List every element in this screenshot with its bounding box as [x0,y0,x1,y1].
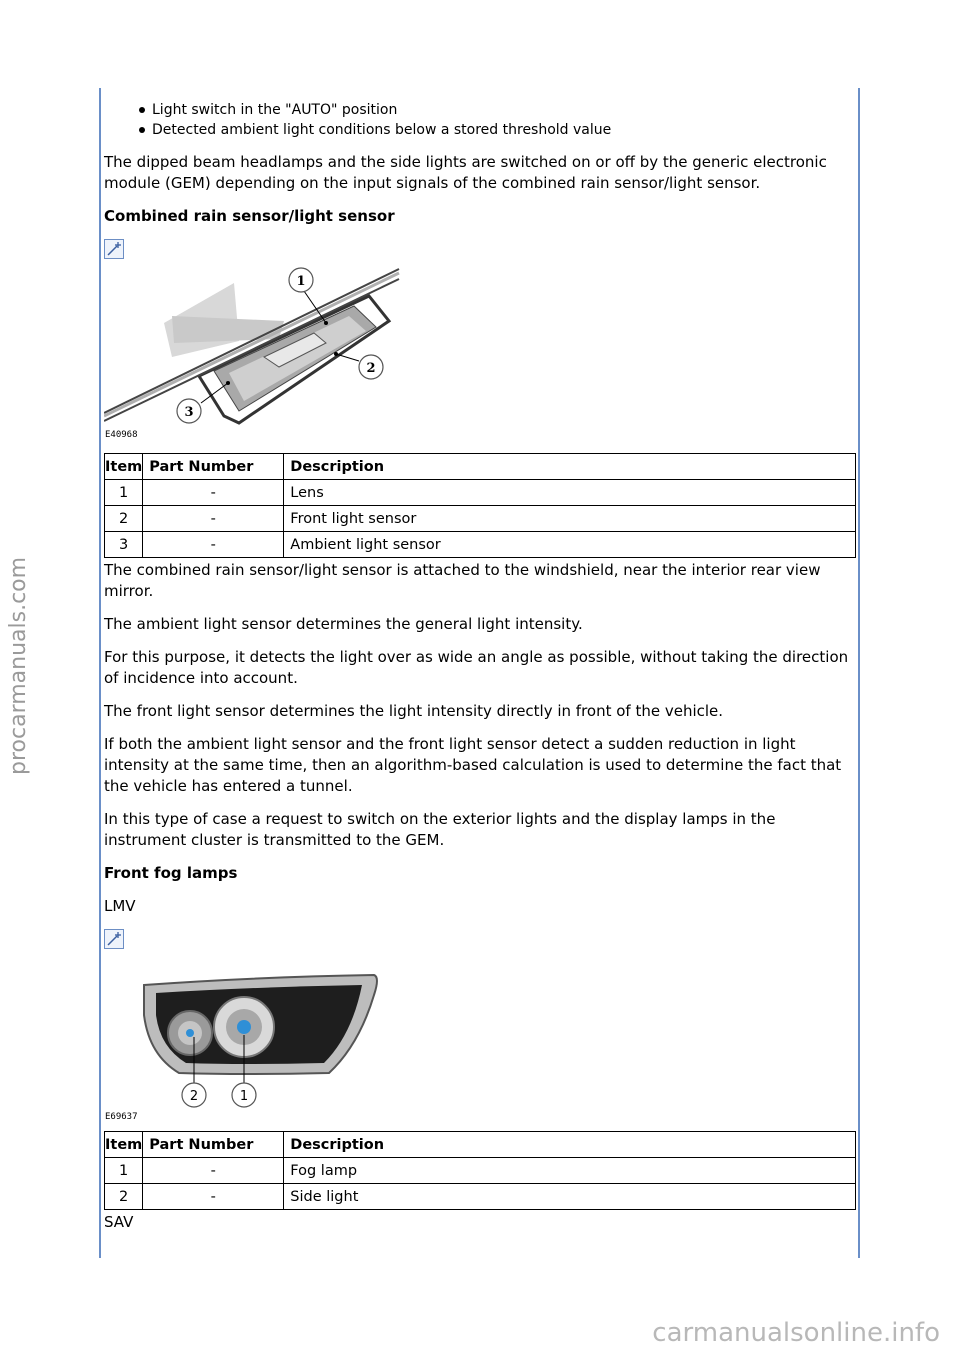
cell-part-number: - [143,480,284,506]
callout-1: 1 [296,274,306,289]
body-paragraph: The ambient light sensor determines the general light intensity. [104,615,583,633]
cell-part-number: - [143,506,284,532]
rain-light-sensor-figure [104,261,404,441]
table-row [105,506,856,532]
condition-list [104,100,856,140]
cell-item: 2 [105,1184,143,1210]
variant-label-sav: SAV [104,1213,134,1231]
column-header-description: Description [284,1132,856,1158]
cell-description: Fog lamp [284,1158,856,1184]
body-paragraph: The front light sensor determines the light intensity directly in front of the vehicle. [104,702,724,720]
page-content [104,100,856,1233]
rain-light-sensor-illustration [104,261,404,441]
left-margin-rule [99,88,101,1258]
column-header-item: Item [105,1132,143,1158]
variant-label-lmv: LMV [104,897,136,915]
right-margin-rule [858,88,860,1258]
cell-part-number: - [143,1184,284,1210]
parts-table-rain-light-sensor [104,453,856,558]
column-header-part-number: Part Number [143,1132,284,1158]
table-header-row [105,1132,856,1158]
figure-code: E40968 [105,430,138,440]
fog-lamp-figure [104,955,404,1123]
cell-item: 1 [105,480,143,506]
cell-item: 3 [105,532,143,558]
cell-description: Ambient light sensor [284,532,856,558]
column-header-part-number: Part Number [143,454,284,480]
zoom-image-icon[interactable] [104,239,124,259]
zoom-image-icon[interactable] [104,929,124,949]
column-header-item: Item [105,454,143,480]
fog-lamp-illustration [104,955,404,1123]
list-item: Detected ambient light conditions below a stored threshold value [152,120,856,140]
list-item: Light switch in the "AUTO" position [152,100,856,120]
table-row [105,1184,856,1210]
table-row [105,480,856,506]
body-paragraph: The combined rain sensor/light sensor is attached to the windshield, near the interior rear view mirror. [104,561,821,600]
callout-2: 2 [189,1089,199,1104]
cell-part-number: - [143,1158,284,1184]
body-paragraph: In this type of case a request to switch on the exterior lights and the display lamps in the instrument cluster is transmitted to the GEM. [104,810,776,849]
body-paragraph: If both the ambient light sensor and the front light sensor detect a sudden reduction in light intensity at the same time, then an algorithm-based calculation is used to determine the fact that the vehicle has entered a tunnel. [104,735,842,795]
intro-paragraph: The dipped beam headlamps and the side lights are switched on or off by the generic electronic module (GEM) depending on the input signals of the combined rain sensor/light sensor. [104,153,827,192]
callout-2: 2 [366,361,376,376]
cell-description: Front light sensor [284,506,856,532]
body-paragraph: For this purpose, it detects the light over as wide an angle as possible, without taking the direction of incidence into account. [104,648,849,687]
figure-code: E69637 [105,1112,138,1122]
cell-description: Lens [284,480,856,506]
cell-description: Side light [284,1184,856,1210]
callout-3: 3 [184,405,194,420]
cell-item: 1 [105,1158,143,1184]
section-heading-rain-light-sensor: Combined rain sensor/light sensor [104,207,395,225]
table-row [105,532,856,558]
table-row [105,1158,856,1184]
parts-table-fog-lamps [104,1131,856,1210]
section-heading-front-fog-lamps: Front fog lamps [104,864,238,882]
cell-item: 2 [105,506,143,532]
cell-part-number: - [143,532,284,558]
bottom-watermark: carmanualsonline.info [652,1318,940,1348]
callout-1: 1 [239,1089,249,1104]
column-header-description: Description [284,454,856,480]
table-header-row [105,454,856,480]
